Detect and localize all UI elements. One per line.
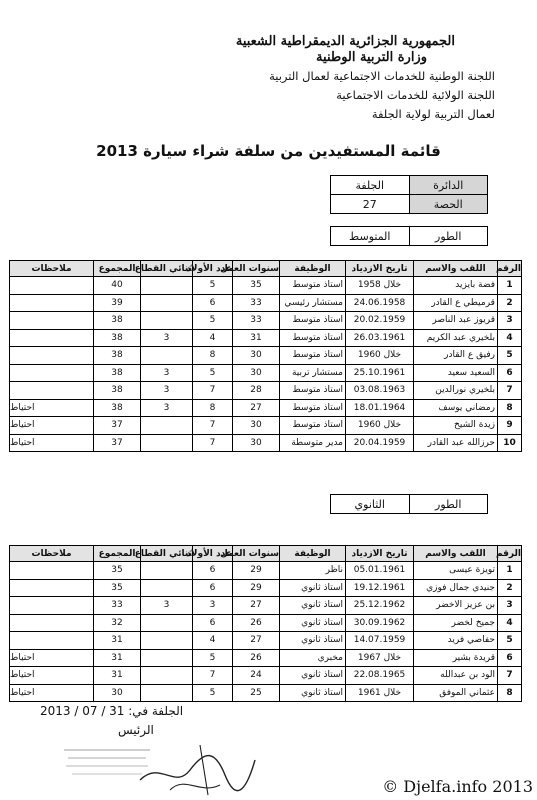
table-row [10, 597, 522, 615]
job-title: استاذ ثانوي [280, 614, 346, 632]
work-years: 27 [233, 597, 280, 615]
dual-sector: 3 [141, 382, 193, 400]
remarks [10, 579, 94, 597]
tour-label: الطور [409, 227, 488, 246]
col-header: ملاحظات [10, 261, 94, 277]
col-header: اللقب والاسم [414, 546, 498, 562]
job-title: استاذ متوسط [280, 312, 346, 330]
dual-sector [141, 684, 193, 702]
children-count: 7 [193, 382, 233, 400]
beneficiary-name: الود بن عبدالله [414, 667, 498, 685]
job-title: استاذ متوسط [280, 329, 346, 347]
beneficiary-name: حرزالله عبد القادر [414, 434, 498, 452]
table-row [10, 382, 522, 400]
total-score: 31 [94, 649, 141, 667]
table-row [10, 434, 522, 452]
beneficiary-name: قرميطي ع القادر [414, 294, 498, 312]
row-number: 8 [498, 399, 522, 417]
quota-label: الحصة [409, 195, 488, 214]
row-number: 7 [498, 382, 522, 400]
work-years: 30 [233, 434, 280, 452]
dual-sector [141, 347, 193, 365]
col-header: المجموع [94, 261, 141, 277]
col-header: سنوات العمل [233, 546, 280, 562]
quota-value: 27 [331, 195, 410, 214]
table-row [10, 312, 522, 330]
remarks [10, 347, 94, 365]
table-row [10, 562, 522, 580]
beneficiary-name: بن عزيز الاخضر [414, 597, 498, 615]
col-header: ملاحظات [10, 546, 94, 562]
row-number: 4 [498, 614, 522, 632]
total-score: 39 [94, 294, 141, 312]
birth-date: خلال 1958 [346, 277, 414, 295]
col-header: المجموع [94, 546, 141, 562]
total-score: 38 [94, 382, 141, 400]
job-title: مخبري [280, 649, 346, 667]
total-score: 33 [94, 597, 141, 615]
row-number: 2 [498, 579, 522, 597]
work-years: 33 [233, 312, 280, 330]
beneficiary-name: رفيق ع القادر [414, 347, 498, 365]
beneficiary-name: بلخيري نورالدين [414, 382, 498, 400]
beneficiary-name: زيدة الشيخ [414, 417, 498, 435]
table-row [10, 684, 522, 702]
work-years: 33 [233, 294, 280, 312]
beneficiary-name: حفاصي فريد [414, 632, 498, 650]
dual-sector [141, 434, 193, 452]
total-score: 35 [94, 579, 141, 597]
birth-date: 18.01.1964 [346, 399, 414, 417]
beneficiary-name: بلخيري عبد الكريم [414, 329, 498, 347]
job-title: مدير متوسطة [280, 434, 346, 452]
row-number: 5 [498, 632, 522, 650]
children-count: 5 [193, 684, 233, 702]
work-years: 29 [233, 562, 280, 580]
dual-sector [141, 667, 193, 685]
wilaya-workers-line: لعمال التربية لولاية الجلفة [371, 107, 495, 121]
table-row [10, 667, 522, 685]
col-header: ثنائي القطاع [141, 261, 193, 277]
row-number: 1 [498, 277, 522, 295]
work-years: 30 [233, 347, 280, 365]
page-title: قائمة المستفيدين من سلفة شراء سيارة 2013 [96, 142, 441, 160]
dual-sector [141, 277, 193, 295]
col-header: اللقب والاسم [414, 261, 498, 277]
total-score: 38 [94, 329, 141, 347]
beneficiary-name: تويزة عيسى [414, 562, 498, 580]
birth-date: خلال 1960 [346, 417, 414, 435]
president-label: الرئيس [118, 723, 154, 737]
remarks [10, 382, 94, 400]
dual-sector [141, 614, 193, 632]
row-number: 2 [498, 294, 522, 312]
remarks [10, 329, 94, 347]
birth-date: 05.01.1961 [346, 562, 414, 580]
beneficiaries-table-secondary [9, 545, 522, 702]
dual-sector: 3 [141, 399, 193, 417]
remarks [10, 562, 94, 580]
row-number: 3 [498, 312, 522, 330]
dual-sector [141, 417, 193, 435]
job-title: استاذ ثانوي [280, 632, 346, 650]
children-count: 6 [193, 614, 233, 632]
table-row [10, 399, 522, 417]
row-number: 5 [498, 347, 522, 365]
dual-sector [141, 294, 193, 312]
work-years: 30 [233, 364, 280, 382]
birth-date: 20.04.1959 [346, 434, 414, 452]
birth-date: 22.08.1965 [346, 667, 414, 685]
birth-date: خلال 1967 [346, 649, 414, 667]
job-title: مستشار رئيسي [280, 294, 346, 312]
work-years: 35 [233, 277, 280, 295]
col-header: سنوات العمل [233, 261, 280, 277]
national-committee-line: اللجنة الوطنية للخدمات الاجتماعية لعمال التربية [269, 69, 495, 83]
row-number: 3 [498, 597, 522, 615]
job-title: استاذ ثانوي [280, 684, 346, 702]
children-count: 6 [193, 579, 233, 597]
birth-date: 19.12.1961 [346, 579, 414, 597]
table-row [10, 417, 522, 435]
children-count: 5 [193, 312, 233, 330]
stamp-icon [62, 744, 152, 794]
remarks [10, 364, 94, 382]
row-number: 1 [498, 562, 522, 580]
total-score: 38 [94, 312, 141, 330]
beneficiary-name: جميخ لخضر [414, 614, 498, 632]
col-header: عدد الأولاد [193, 261, 233, 277]
birth-date: 14.07.1959 [346, 632, 414, 650]
work-years: 31 [233, 329, 280, 347]
col-header: الوظيفة [280, 261, 346, 277]
children-count: 8 [193, 399, 233, 417]
beneficiary-name: السعيد سعيد [414, 364, 498, 382]
birth-date: 25.12.1962 [346, 597, 414, 615]
ministry-line: وزارة التربية الوطنية [316, 50, 427, 65]
total-score: 37 [94, 434, 141, 452]
total-score: 38 [94, 399, 141, 417]
birth-date: خلال 1960 [346, 347, 414, 365]
job-title: استاذ متوسط [280, 277, 346, 295]
row-number: 6 [498, 649, 522, 667]
children-count: 7 [193, 417, 233, 435]
work-years: 25 [233, 684, 280, 702]
children-count: 5 [193, 364, 233, 382]
birth-date: 24.06.1958 [346, 294, 414, 312]
children-count: 4 [193, 632, 233, 650]
tour-table-secondary [330, 494, 488, 514]
table-row [10, 329, 522, 347]
row-number: 4 [498, 329, 522, 347]
total-score: 38 [94, 347, 141, 365]
dual-sector [141, 649, 193, 667]
remarks [10, 294, 94, 312]
work-years: 26 [233, 614, 280, 632]
republic-line: الجمهورية الجزائرية الديمقراطية الشعبية [235, 34, 455, 49]
job-title: استاذ متوسط [280, 382, 346, 400]
table-header-row [10, 546, 522, 562]
row-number: 9 [498, 417, 522, 435]
daira-label: الدائرة [409, 176, 488, 195]
total-score: 37 [94, 417, 141, 435]
total-score: 32 [94, 614, 141, 632]
beneficiary-name: عثماني الموفق [414, 684, 498, 702]
dual-sector: 3 [141, 364, 193, 382]
tour-table-middle [330, 226, 488, 246]
row-number: 6 [498, 364, 522, 382]
work-years: 27 [233, 632, 280, 650]
remarks: احتياط [10, 684, 94, 702]
work-years: 29 [233, 579, 280, 597]
remarks: احتياط [10, 417, 94, 435]
table-row [10, 632, 522, 650]
job-title: استاذ ثانوي [280, 667, 346, 685]
dual-sector: 3 [141, 329, 193, 347]
remarks: احتياط [10, 667, 94, 685]
beneficiary-name: جنيدي جمال فوزي [414, 579, 498, 597]
children-count: 4 [193, 329, 233, 347]
col-header: عدد الأولاد [193, 546, 233, 562]
job-title: استاذ متوسط [280, 399, 346, 417]
table-row [10, 364, 522, 382]
info-table [330, 175, 488, 214]
birth-date: 20.02.1959 [346, 312, 414, 330]
birth-date: 03.08.1963 [346, 382, 414, 400]
remarks [10, 597, 94, 615]
children-count: 5 [193, 277, 233, 295]
dual-sector: 3 [141, 597, 193, 615]
beneficiary-name: رمضاني يوسف [414, 399, 498, 417]
remarks: احتياط [10, 649, 94, 667]
col-header: تاريخ الازدياد [346, 546, 414, 562]
beneficiary-name: فضة بايزيد [414, 277, 498, 295]
work-years: 30 [233, 417, 280, 435]
birth-date: خلال 1961 [346, 684, 414, 702]
signing-date: الجلفة في: 31 / 07 / 2013 [40, 704, 184, 718]
tour-value: المتوسط [331, 227, 410, 246]
beneficiary-name: قريدة بشير [414, 649, 498, 667]
children-count: 5 [193, 649, 233, 667]
dual-sector [141, 312, 193, 330]
total-score: 31 [94, 632, 141, 650]
children-count: 7 [193, 667, 233, 685]
total-score: 40 [94, 277, 141, 295]
col-header: تاريخ الازدياد [346, 261, 414, 277]
row-number: 7 [498, 667, 522, 685]
table-row [10, 649, 522, 667]
total-score: 35 [94, 562, 141, 580]
row-number: 8 [498, 684, 522, 702]
job-title: استاذ ثانوي [280, 579, 346, 597]
children-count: 7 [193, 434, 233, 452]
table-row [10, 579, 522, 597]
birth-date: 25.10.1961 [346, 364, 414, 382]
job-title: مستشار تربية [280, 364, 346, 382]
work-years: 27 [233, 399, 280, 417]
beneficiary-name: قريوز عبد الناصر [414, 312, 498, 330]
table-row [10, 614, 522, 632]
row-number: 10 [498, 434, 522, 452]
children-count: 6 [193, 294, 233, 312]
work-years: 28 [233, 382, 280, 400]
col-header: الرقم [498, 261, 522, 277]
remarks [10, 632, 94, 650]
job-title: استاذ متوسط [280, 417, 346, 435]
watermark: © Djelfa.info 2013 [382, 777, 533, 796]
dual-sector [141, 579, 193, 597]
job-title: استاذ ثانوي [280, 597, 346, 615]
total-score: 31 [94, 667, 141, 685]
remarks [10, 312, 94, 330]
table-header-row [10, 261, 522, 277]
work-years: 24 [233, 667, 280, 685]
col-header: ثنائي القطاع [141, 546, 193, 562]
birth-date: 26.03.1961 [346, 329, 414, 347]
remarks [10, 277, 94, 295]
col-header: الرقم [498, 546, 522, 562]
wilaya-committee-line: اللجنة الولائية للخدمات الاجتماعية [336, 88, 495, 102]
work-years: 26 [233, 649, 280, 667]
job-title: استاذ متوسط [280, 347, 346, 365]
remarks: احتياط [10, 399, 94, 417]
total-score: 38 [94, 364, 141, 382]
dual-sector [141, 632, 193, 650]
children-count: 8 [193, 347, 233, 365]
job-title: ناظر [280, 562, 346, 580]
remarks: احتياط [10, 434, 94, 452]
tour-label: الطور [409, 495, 488, 514]
birth-date: 30.09.1962 [346, 614, 414, 632]
total-score: 30 [94, 684, 141, 702]
remarks [10, 614, 94, 632]
children-count: 3 [193, 597, 233, 615]
daira-value: الجلفة [331, 176, 410, 195]
beneficiaries-table-middle [9, 260, 522, 452]
table-row [10, 277, 522, 295]
table-row [10, 294, 522, 312]
tour-value: الثانوي [331, 495, 410, 514]
children-count: 6 [193, 562, 233, 580]
col-header: الوظيفة [280, 546, 346, 562]
dual-sector [141, 562, 193, 580]
table-row [10, 347, 522, 365]
